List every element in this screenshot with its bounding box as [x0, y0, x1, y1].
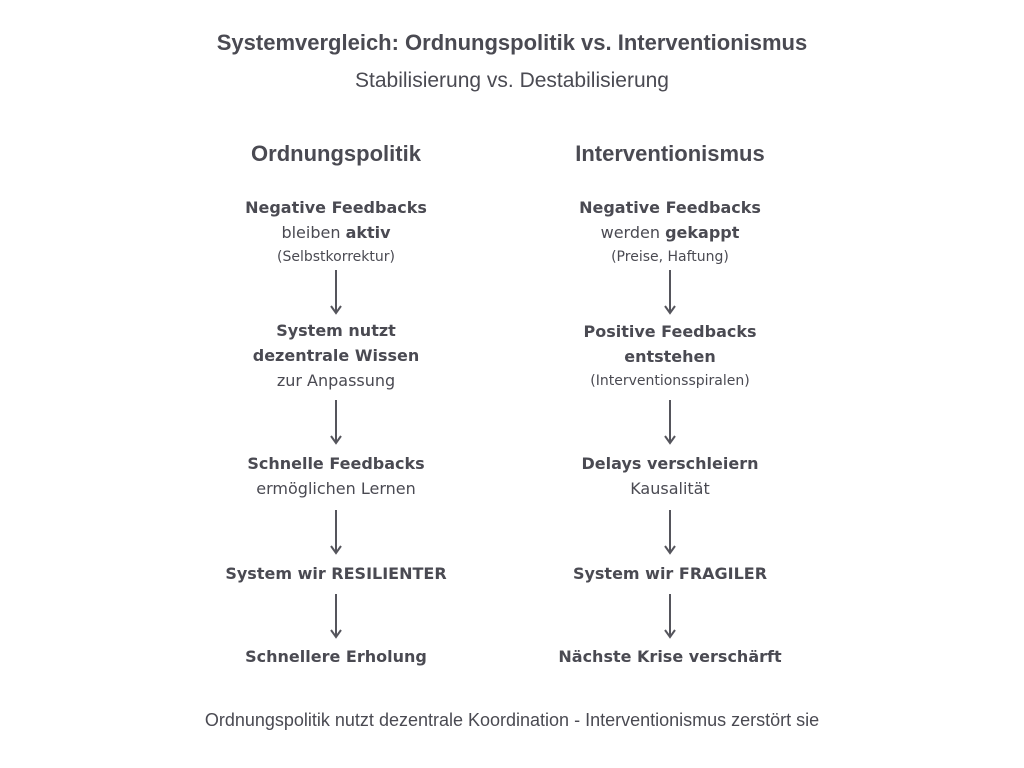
left-node-1-line-2: bleiben aktiv — [281, 223, 391, 242]
left-node-1-line-3: (Selbstkorrektur) — [277, 249, 395, 265]
right-node-3-line-2: Kausalität — [630, 479, 710, 498]
left-arrow-1-icon — [329, 270, 343, 316]
left-arrow-3-icon — [329, 510, 343, 556]
left-node-4 — [186, 561, 486, 586]
diagram-subtitle: Stabilisierung vs. Destabilisierung — [355, 69, 669, 92]
left-node-2-line-2: dezentrale Wissen — [252, 346, 420, 365]
left-arrow-2-icon — [329, 400, 343, 446]
left-node-5-line-1: Schnellere Erholung — [245, 647, 427, 666]
right-arrow-1-icon — [663, 270, 677, 316]
left-node-3-line-2: ermöglichen Lernen — [256, 479, 416, 498]
left-node-5 — [186, 644, 486, 669]
right-node-1-line-3: (Preise, Haftung) — [611, 249, 729, 265]
right-arrow-4-icon — [663, 594, 677, 640]
left-node-3 — [186, 451, 486, 501]
right-node-4 — [520, 561, 820, 586]
right-node-1-line-1: Negative Feedbacks — [579, 198, 761, 217]
left-node-1-emphasis: aktiv — [345, 223, 391, 242]
right-node-4-line-1: System wir FRAGILER — [572, 564, 768, 583]
left-node-4-line-1: System wir RESILIENTER — [225, 564, 447, 583]
diagram-footer: Ordnungspolitik nutzt dezentrale Koordination - Interventionismus zerstört sie — [204, 710, 820, 730]
left-arrow-4-icon — [329, 594, 343, 640]
right-arrow-3-icon — [663, 510, 677, 556]
right-node-2-line-2: entstehen — [624, 347, 716, 366]
diagram-title: Systemvergleich: Ordnungspolitik vs. Interventionismus — [216, 30, 808, 55]
right-node-1-line-2: werden gekappt — [600, 223, 740, 242]
left-node-2-line-3: zur Anpassung — [276, 371, 396, 390]
left-column-heading: Ordnungspolitik — [251, 141, 421, 166]
right-node-2-line-3: (Interventionsspiralen) — [590, 373, 750, 389]
right-node-2-line-1: Positive Feedbacks — [583, 322, 757, 341]
left-node-2-line-1: System nutzt — [276, 321, 396, 340]
right-node-5 — [520, 644, 820, 669]
right-node-3 — [520, 451, 820, 501]
right-node-2 — [520, 319, 820, 393]
right-node-1 — [520, 195, 820, 269]
right-column-heading: Interventionismus — [575, 141, 765, 166]
left-node-3-line-1: Schnelle Feedbacks — [247, 454, 425, 473]
right-arrow-2-icon — [663, 400, 677, 446]
left-node-2 — [186, 318, 486, 393]
right-node-1-emphasis: gekappt — [665, 223, 740, 242]
right-node-5-line-1: Nächste Krise verschärft — [558, 647, 782, 666]
right-node-3-line-1: Delays verschleiern — [581, 454, 759, 473]
left-node-1-line-1: Negative Feedbacks — [245, 198, 427, 217]
left-node-1 — [186, 195, 486, 269]
